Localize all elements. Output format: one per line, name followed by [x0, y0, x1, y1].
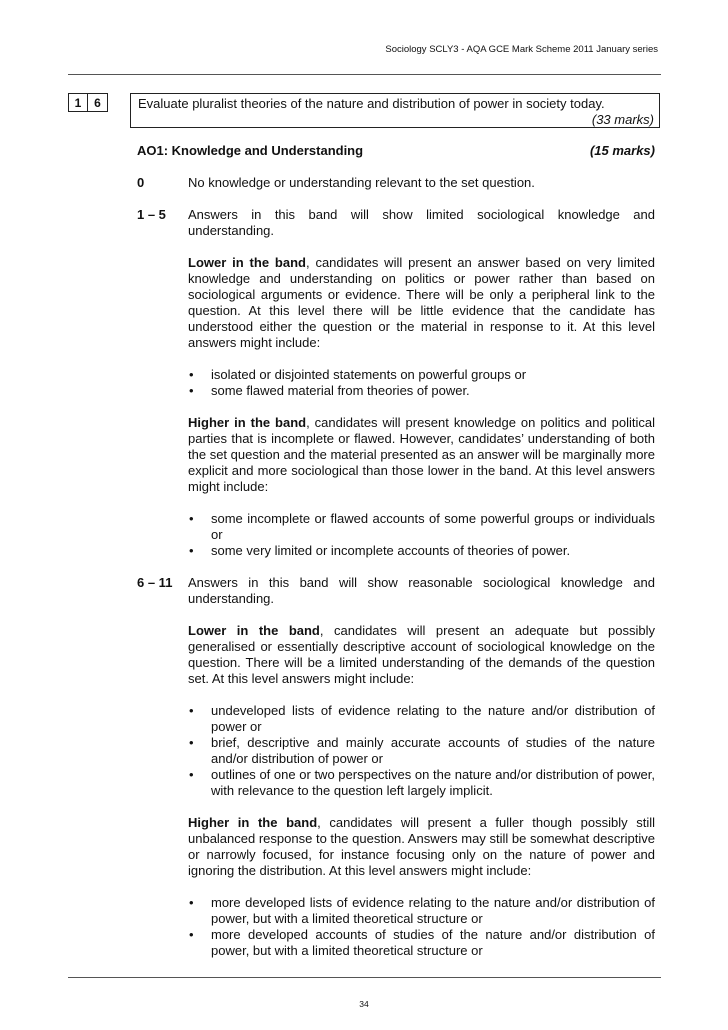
- band-label: 1 – 5: [137, 207, 166, 222]
- list-item: • some very limited or incomplete accounts of theories of power.: [189, 543, 571, 558]
- band-intro: Answers in this band will show reasonable sociological knowledge and understanding.: [188, 575, 655, 606]
- bullet-icon: •: [189, 703, 194, 718]
- bullet-icon: •: [189, 543, 194, 558]
- band-description: No knowledge or understanding relevant to the set question.: [188, 175, 535, 190]
- bullet-icon: •: [189, 767, 194, 782]
- header-rule: [68, 74, 661, 75]
- lower-band-paragraph: Lower in the band, candidates will present an adequate but possibly generalised or essentially descriptive account of sociological knowledge on the question. There will be a limited understanding of the demands of the question set. At this level answers might include:: [188, 623, 655, 686]
- bullet-icon: •: [189, 895, 194, 910]
- higher-band-lead: Higher in the band: [188, 815, 318, 830]
- list-item: • undeveloped lists of evidence relating to the nature and/or distribution of power or: [189, 703, 655, 734]
- bullet-icon: •: [189, 735, 194, 750]
- page-number: 34: [359, 999, 369, 1009]
- higher-band-paragraph: Higher in the band, candidates will present knowledge on politics and political parties that is incomplete or flawed. However, candidates’ understanding of both the set question and the material presented as an answer will be marginally more explicit and more sociological than those lower in the band. At this level answers might include:: [188, 415, 655, 494]
- higher-band-lead: Higher in the band: [188, 415, 307, 430]
- bullet-icon: •: [189, 511, 194, 526]
- higher-band-list: [188, 895, 655, 959]
- bullet-icon: •: [189, 383, 194, 398]
- question-digit-2: 6: [88, 93, 108, 112]
- lower-band-lead: Lower in the band: [188, 623, 320, 638]
- list-item: • brief, descriptive and mainly accurate accounts of studies of the nature and/or distribution of power or: [189, 735, 655, 766]
- running-header: Sociology SCLY3 - AQA GCE Mark Scheme 2011 January series: [385, 44, 658, 55]
- ao1-title: AO1: Knowledge and Understanding: [137, 143, 364, 158]
- footer-rule: [68, 977, 661, 978]
- lower-band-list: [188, 367, 655, 399]
- mark-scheme-body: [137, 143, 655, 959]
- list-item: • outlines of one or two perspectives on the nature and/or distribution of power, with relevance to the question left largely implicit.: [189, 767, 655, 798]
- band-intro: Answers in this band will show limited sociological knowledge and understanding.: [188, 207, 655, 238]
- question-text: Evaluate pluralist theories of the nature and distribution of power in society today.: [138, 96, 605, 111]
- list-item: • more developed lists of evidence relating to the nature and/or distribution of power, but with a limited theoretical structure or: [189, 895, 655, 926]
- lower-band-paragraph: Lower in the band, candidates will present an answer based on very limited knowledge and understanding on politics or power rather than based on sociological arguments or evidence. There will be only a peripheral link to the question. At this level there will be little evidence that the candidate has understood either the question or the material in response to it. At this level answers might include:: [188, 255, 655, 350]
- question-number: [68, 93, 108, 112]
- list-item: • more developed accounts of studies of the nature and/or distribution of power, but with a limited theoretical structure or: [189, 927, 655, 958]
- ao1-marks: (15 marks): [589, 143, 655, 158]
- lower-band-lead: Lower in the band: [188, 255, 306, 270]
- list-item: • some incomplete or flawed accounts of some powerful groups or individuals or: [189, 511, 655, 542]
- question-digit-1: 1: [68, 93, 88, 112]
- higher-band-list: [188, 511, 655, 559]
- higher-band-paragraph: Higher in the band, candidates will present a fuller though possibly still unbalanced response to the question. Answers may still be somewhat descriptive or narrowly focused, for instance focusing only on the nature of power and ignoring the distribution. At this level answers might include:: [188, 815, 655, 878]
- question-marks: (33 marks): [591, 112, 654, 127]
- band-label: 6 – 11: [137, 575, 173, 590]
- bullet-icon: •: [189, 367, 194, 382]
- list-item: • some flawed material from theories of power.: [189, 383, 470, 398]
- band-1-5: [137, 207, 655, 559]
- bullet-icon: •: [189, 927, 194, 942]
- lower-band-list: [188, 703, 655, 799]
- list-item: • isolated or disjointed statements on powerful groups or: [189, 367, 527, 382]
- band-label: 0: [137, 175, 145, 190]
- band-6-11: [137, 575, 655, 959]
- question-box: [130, 93, 660, 128]
- band-0: [137, 175, 655, 191]
- ao1-heading: [137, 143, 655, 159]
